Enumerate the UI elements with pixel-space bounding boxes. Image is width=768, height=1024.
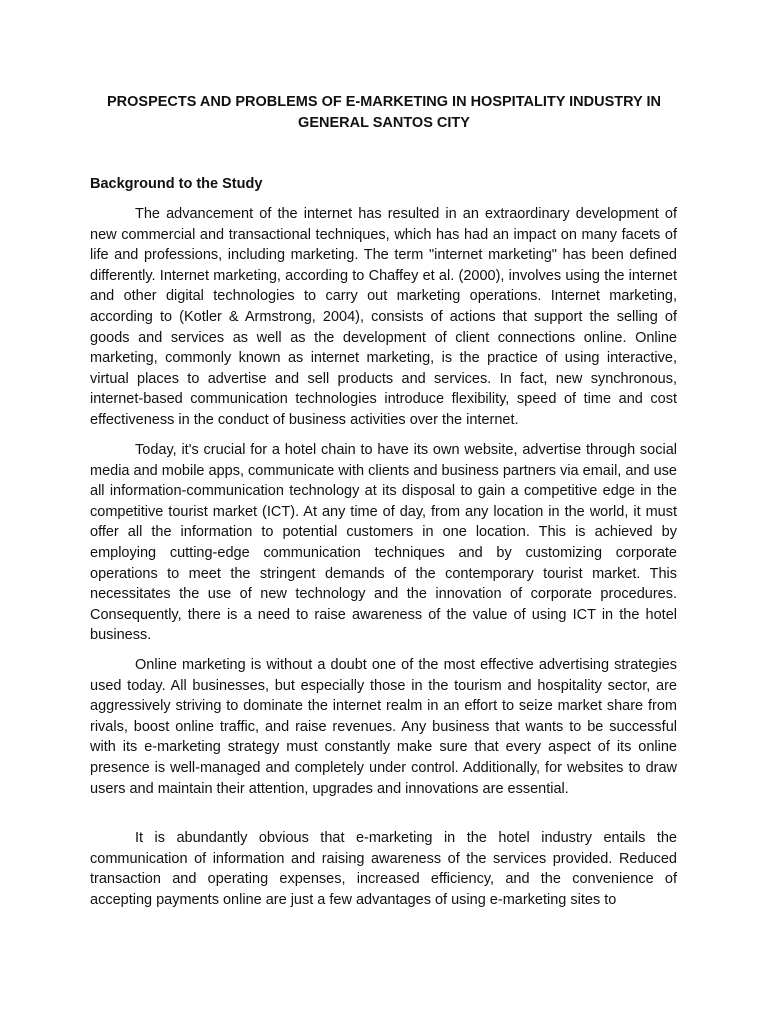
title-line-2: GENERAL SANTOS CITY: [298, 115, 470, 131]
paragraph-1: The advancement of the internet has resulted in an extraordinary development of new commercial and transactional techniques, which has had an impact on many facets of life and professions, including marketing. The term "internet marketing" has been defined differently. Internet marketing, according to Chaffey et al. (2000), involves using the internet and other digital technologies to carry out marketing operations. Internet marketing, according to (Kotler & Armstrong, 2004), consists of actions that support the selling of goods and services as well as the development of client connections online. Online marketing, commonly known as internet marketing, is the practice of using interactive, virtual places to advertise and sell products and services. In fact, new synchronous, internet-based communication technologies introduce flexibility, speed of time and cost effectiveness in the conduct of business activities over the internet.: [90, 206, 677, 428]
title-line-1: PROSPECTS AND PROBLEMS OF E-MARKETING IN HOSPITALITY INDUSTRY IN: [107, 94, 661, 110]
paragraph-4: It is abundantly obvious that e-marketing in the hotel industry entails the communication of information and raising awareness of the services provided. Reduced transaction and operating expenses, increased efficiency, and the convenience of accepting payments online are just a few advantages of using e-marketing sites to: [90, 830, 677, 908]
section-heading: Background to the Study: [90, 176, 263, 192]
paragraph-3: Online marketing is without a doubt one of the most effective advertising strategies used today. All businesses, but especially those in the tourism and hospitality sector, are aggressively striving to dominate the internet realm in an effort to seize market share from rivals, boost online traffic, and raise revenues. Any business that wants to be successful with its e-marketing strategy must constantly make sure that every aspect of its online presence is well-managed and completely under control. Additionally, for websites to draw users and maintain their attention, upgrades and innovations are essential.: [90, 657, 677, 797]
paragraph-2: Today, it's crucial for a hotel chain to have its own website, advertise through social media and mobile apps, communicate with clients and business partners via email, and use all information-communication technology at its disposal to gain a competitive edge in the competitive tourist market (ICT). At any time of day, from any location in the world, it must offer all the information to potential customers in one location. This is achieved by employing cutting-edge communication techniques and by customizing corporate operations to meet the stringent demands of the contemporary tourist market. This necessitates the use of new technology and the innovation of corporate procedures. Consequently, there is a need to raise awareness of the value of using ICT in the hotel business.: [90, 442, 677, 644]
document-title: [90, 92, 678, 134]
